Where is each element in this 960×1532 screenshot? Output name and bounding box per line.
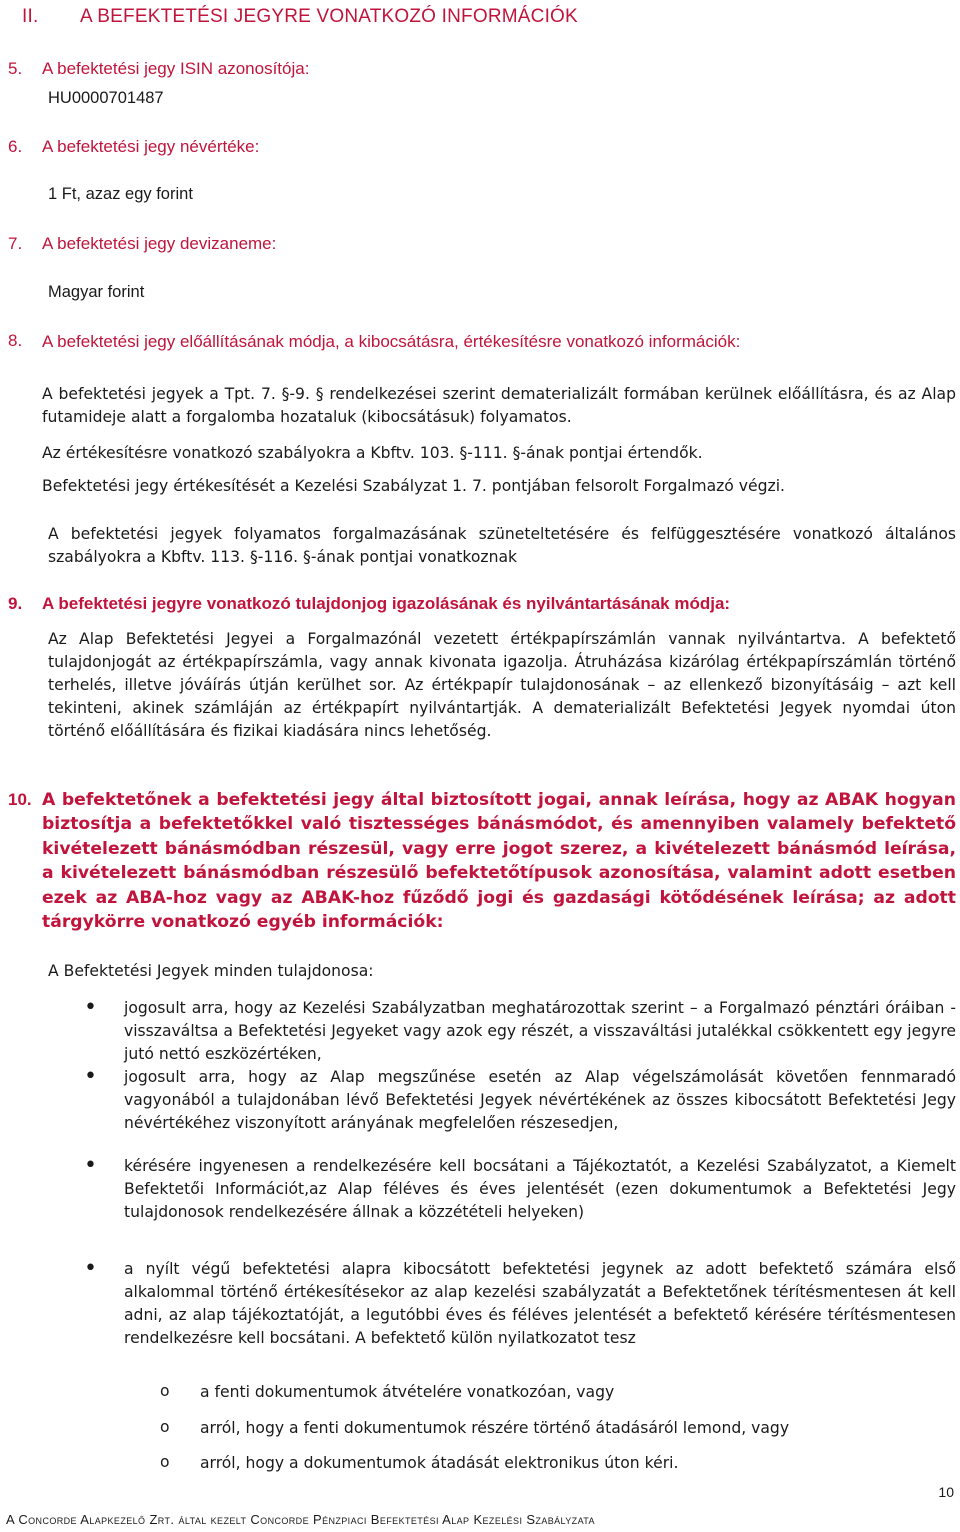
bullet-glyph: • bbox=[84, 995, 97, 1020]
section-9-title: A befektetési jegyre vonatkozó tulajdonjog igazolásának és nyilvántartásának módja: bbox=[42, 594, 731, 613]
isin-value: HU0000701487 bbox=[48, 89, 164, 107]
section-8-paragraph-1: A befektetési jegyek a Tpt. 7. §-9. § rendelkezései szerint dematerializált formában kerülnek előállításra, és az Alap futamideje alatt a forgalomba hozataluk (kibocsátásuk) folyamatos. bbox=[42, 385, 956, 426]
section-10-intro: A Befektetési Jegyek minden tulajdonosa: bbox=[48, 962, 374, 980]
main-heading bbox=[22, 6, 578, 28]
declaration-option: a fenti dokumentumok átvételére vonatkozóan, vagy bbox=[200, 1383, 615, 1401]
heading-number: II. bbox=[22, 6, 39, 27]
section-8-title: A befektetési jegy előállításának módja, a kibocsátásra, értékesítésre vonatkozó információk: bbox=[42, 332, 741, 351]
section-7-title: A befektetési jegy devizaneme: bbox=[42, 234, 277, 253]
page-number: 10 bbox=[938, 1484, 954, 1500]
section-5-number: 5. bbox=[8, 59, 23, 78]
sub-bullet-glyph: o bbox=[160, 1382, 170, 1400]
section-6-number: 6. bbox=[8, 137, 23, 156]
heading-title: A BEFEKTETÉSI JEGYRE VONATKOZÓ INFORMÁCIÓK bbox=[80, 6, 578, 27]
page-footer: A Concorde Alapkezelő Zrt. által kezelt Concorde Pénzpiaci Befektetési Alap Kezelési Szabályzata bbox=[6, 1512, 595, 1527]
rights-list-item: a nyílt végű befektetési alapra kibocsátott befektetési jegynek az adott befektető számára első alkalommal történő értékesítésekor az alap kezelési szabályzatát a Befektetőnek térítésmentesen át kell adni, az alap tájékoztatóját, a legutóbbi éves és féléves jelentését a befektető kérésére térítésmentesen rendelkezésre kell bocsátani. A befektető külön nyilatkozatot tesz bbox=[124, 1260, 956, 1347]
currency-value: Magyar forint bbox=[48, 283, 145, 301]
section-9-body: Az Alap Befektetési Jegyei a Forgalmazónál vezetett értékpapírszámlán vannak nyilvántartva. A befektető tulajdonjogát az értékpapírszámla, vagy annak kivonata igazolja. Átruházása kizárólag értékpapírszámlán történő terhelés, illetve jóváírás útján kerülhet sor. Az értékpapír tulajdonosának – az ellenkező bizonyításáig – azt kell tekinteni, akinek számláján az értékpapírt nyilvántartják. A dematerializált Befektetési Jegyek nyomdai úton történő előállítására és fizikai kiadására nincs lehetőség. bbox=[48, 630, 956, 740]
section-7-number: 7. bbox=[8, 234, 23, 253]
declaration-option: arról, hogy a fenti dokumentumok részére történő átadásáról lemond, vagy bbox=[200, 1419, 790, 1437]
rights-list-item: kérésére ingyenesen a rendelkezésére kell bocsátani a Tájékoztatót, a Kezelési Szabályzatot, a Kiemelt Befektetői Információt,az Alap féléves és éves jelentését (ezen dokumentumok a Befektetési Jegy tulajdonosok rendelkezésére állnak a közzétételi helyeken) bbox=[124, 1157, 956, 1221]
sub-bullet-glyph: o bbox=[160, 1453, 170, 1471]
section-6-title: A befektetési jegy névértéke: bbox=[42, 137, 260, 156]
section-8-paragraph-2: Az értékesítésre vonatkozó szabályokra a Kbftv. 103. §-111. §-ának pontjai értendők. bbox=[42, 444, 703, 462]
rights-list-item: jogosult arra, hogy az Kezelési Szabályzatban meghatározottak szerint – a Forgalmazó pénztári óráiban - visszaváltsa a Befektetési Jegyeket vagy azok egy részét, a visszaváltási jutalékkal csökkentett egy jegyre jutó nettó eszközértéken, bbox=[124, 999, 956, 1063]
section-8-paragraph-3: Befektetési jegy értékesítését a Kezelési Szabályzat 1. 7. pontjában felsorolt Forgalmazó végzi. bbox=[42, 477, 786, 495]
bullet-glyph: • bbox=[84, 1256, 97, 1281]
section-8-number: 8. bbox=[8, 331, 23, 350]
bullet-glyph: • bbox=[84, 1153, 97, 1178]
section-9-number: 9. bbox=[8, 594, 23, 613]
section-8-paragraph-4: A befektetési jegyek folyamatos forgalmazásának szüneteltetésére és felfüggesztésére vonatkozó általános szabályokra a Kbftv. 113. §-116. §-ának pontjai vonatkoznak bbox=[48, 525, 956, 566]
declaration-option: arról, hogy a dokumentumok átadását elektronikus úton kéri. bbox=[200, 1454, 679, 1472]
bullet-glyph: • bbox=[84, 1064, 97, 1089]
section-10-number: 10. bbox=[8, 790, 32, 809]
section-5-title: A befektetési jegy ISIN azonosítója: bbox=[42, 59, 310, 78]
rights-list-item: jogosult arra, hogy az Alap megszűnése esetén az Alap végelszámolását követően fennmaradó vagyonából a tulajdonában lévő Befektetési Jegyek névértékének az összes kibocsátott Befektetési Jegy névértékéhez viszonyított arányának megfelelően részesedjen, bbox=[124, 1068, 956, 1132]
nominal-value: 1 Ft, azaz egy forint bbox=[48, 185, 193, 203]
section-10-title: A befektetőnek a befektetési jegy által biztosított jogai, annak leírása, hogy az ABAK hogyan biztosítja a befektetőkkel való tisztességes bánásmódot, és amennyiben valamely befektető kivételezett bánásmódban részesül, vagy erre jogot szerez, a kivételezett bánásmód leírása, a kivételezett bánásmódban részesülő befektetőtípusok azonosítása, valamint adott esetben ezek az ABA-hoz vagy az ABAK-hoz fűződő jogi és gazdasági kötődésének leírása; az adott tárgykörre vonatkozó egyéb információk: bbox=[42, 790, 956, 933]
sub-bullet-glyph: o bbox=[160, 1418, 170, 1436]
